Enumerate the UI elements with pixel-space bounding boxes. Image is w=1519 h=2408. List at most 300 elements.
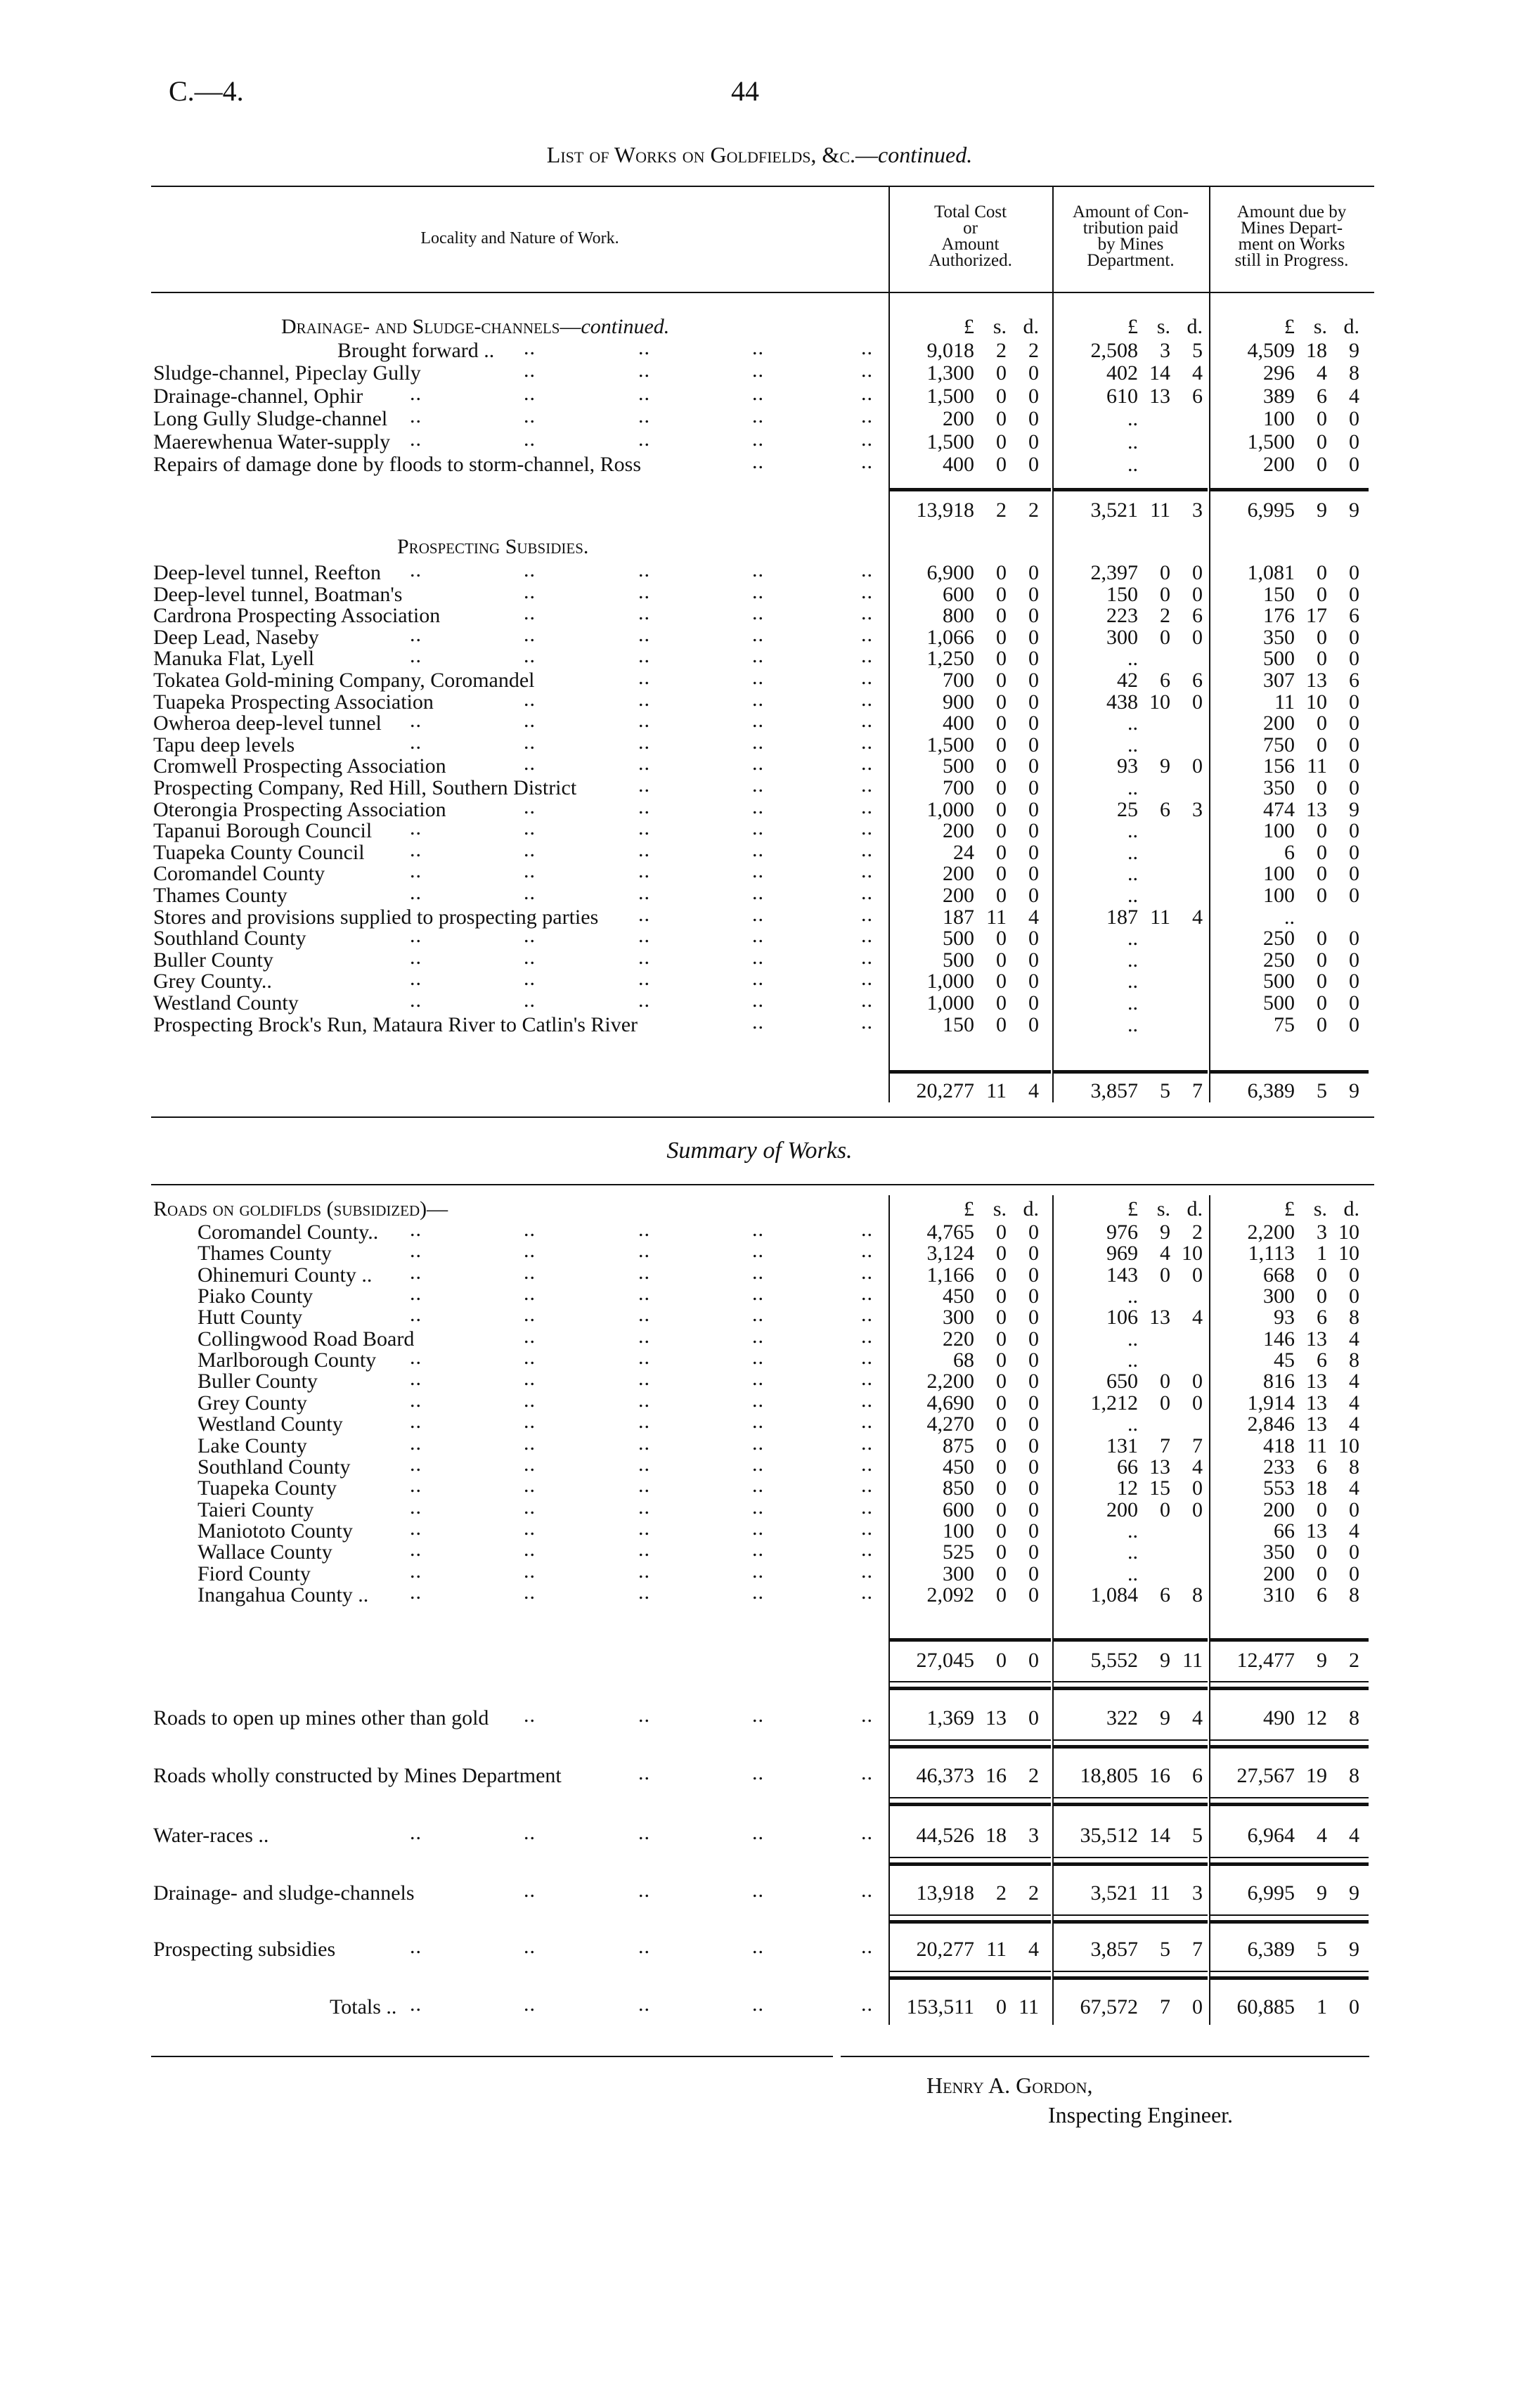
pence-value: 0 xyxy=(1028,582,1039,606)
dot-leader: .. xyxy=(861,730,873,754)
dot-leader: .. xyxy=(752,1538,764,1562)
pounds-value: 200 xyxy=(943,407,974,431)
currency-unit-label: d. xyxy=(1187,1197,1203,1221)
pence-value: 8 xyxy=(1349,1306,1359,1329)
pence-value: 0 xyxy=(1192,754,1203,778)
pounds-value: 153,511 xyxy=(906,1995,974,2019)
pence-value: 0 xyxy=(1028,733,1039,756)
total-rule xyxy=(1054,1745,1208,1749)
shillings-value: 7 xyxy=(1160,1995,1170,2019)
shillings-value: 19 xyxy=(1306,1764,1327,1787)
pence-value: 0 xyxy=(1192,1370,1203,1393)
header-line: tribution paid xyxy=(1082,219,1179,238)
row-label: Oterongia Prospecting Association xyxy=(153,797,446,821)
pounds-value: 2,200 xyxy=(926,1370,974,1393)
row-label: Grey County.. xyxy=(153,970,272,993)
pence-value: 0 xyxy=(1349,430,1359,453)
shillings-value: 0 xyxy=(996,862,1007,886)
empty-amount: .. xyxy=(1127,927,1138,951)
currency-unit-label: £ xyxy=(1284,1197,1295,1221)
dot-leader: .. xyxy=(638,1388,650,1412)
shillings-value: 0 xyxy=(1317,1562,1327,1585)
dot-leader: .. xyxy=(638,773,650,797)
shillings-value: 0 xyxy=(996,884,1007,907)
row-label: Long Gully Sludge-channel xyxy=(153,407,388,431)
pounds-value: 1,500 xyxy=(1247,430,1295,453)
heading-text: Drainage- and Sludge-channels— xyxy=(281,315,581,338)
total-rule-thin xyxy=(1210,1971,1369,1972)
dot-leader: .. xyxy=(410,558,422,581)
pence-value: 0 xyxy=(1192,625,1203,649)
shillings-value: 9 xyxy=(1160,1221,1170,1244)
shillings-value: 0 xyxy=(996,1476,1007,1500)
dot-leader: .. xyxy=(410,381,422,405)
pence-value: 0 xyxy=(1028,407,1039,431)
dot-leader: .. xyxy=(524,1516,536,1540)
pounds-value: 44,526 xyxy=(916,1824,974,1847)
shillings-value: 0 xyxy=(1160,1498,1170,1521)
empty-amount: .. xyxy=(1127,407,1138,431)
shillings-value: 13 xyxy=(1306,1370,1327,1393)
dot-leader: .. xyxy=(638,1303,650,1327)
dot-leader: .. xyxy=(524,1580,536,1604)
dot-leader: .. xyxy=(524,924,536,948)
pence-value: 7 xyxy=(1192,1938,1203,1961)
total-rule xyxy=(1210,1920,1369,1924)
shillings-value: 6 xyxy=(1317,384,1327,408)
pence-value: 7 xyxy=(1192,1079,1203,1102)
total-rule-thin xyxy=(1054,1857,1208,1858)
pence-value: 10 xyxy=(1338,1434,1359,1457)
title-main: List of Works on Goldfields, &c.— xyxy=(546,142,879,167)
shillings-value: 2 xyxy=(996,339,1007,362)
pounds-value: 1,369 xyxy=(926,1706,974,1730)
dot-leader: .. xyxy=(752,1704,764,1727)
dot-leader: .. xyxy=(861,1879,873,1902)
pence-value: 8 xyxy=(1349,1348,1359,1372)
pounds-value: 307 xyxy=(1263,669,1295,692)
pounds-value: 1,500 xyxy=(926,384,974,408)
pounds-value: 3,857 xyxy=(1090,1079,1138,1102)
pounds-value: 12 xyxy=(1117,1476,1138,1500)
dot-leader: .. xyxy=(752,1010,764,1034)
pounds-value: 389 xyxy=(1263,384,1295,408)
dot-leader: .. xyxy=(752,558,764,581)
currency-unit-label: d. xyxy=(1023,1197,1039,1221)
shillings-value: 5 xyxy=(1160,1938,1170,1961)
dot-leader: .. xyxy=(861,1821,873,1844)
shillings-value: 6 xyxy=(1317,1306,1327,1329)
pounds-value: 24 xyxy=(953,840,974,864)
dot-leader: .. xyxy=(861,773,873,797)
dot-leader: .. xyxy=(752,816,764,840)
pounds-value: 350 xyxy=(1263,625,1295,649)
dot-leader: .. xyxy=(410,1410,422,1434)
dot-leader: .. xyxy=(861,945,873,969)
dot-leader: .. xyxy=(410,989,422,1012)
row-label: Repairs of damage done by floods to storm-channel, Ross xyxy=(153,453,642,476)
currency-unit-label: s. xyxy=(993,1197,1007,1221)
dot-leader: .. xyxy=(638,967,650,991)
dot-leader: .. xyxy=(752,1559,764,1583)
pence-value: 0 xyxy=(1028,1348,1039,1372)
shillings-value: 0 xyxy=(996,582,1007,606)
shillings-value: 0 xyxy=(996,1306,1007,1329)
pounds-value: 350 xyxy=(1263,1540,1295,1564)
pence-value: 8 xyxy=(1349,361,1359,385)
dot-leader: .. xyxy=(410,1538,422,1562)
dot-leader: .. xyxy=(861,622,873,646)
total-rule-thin xyxy=(890,1681,1051,1682)
shillings-value: 0 xyxy=(1317,1540,1327,1564)
pence-value: 0 xyxy=(1028,1370,1039,1393)
shillings-value: 0 xyxy=(996,1412,1007,1436)
currency-unit-label: £ xyxy=(1284,315,1295,338)
empty-amount: .. xyxy=(1127,840,1138,864)
pence-value: 0 xyxy=(1028,862,1039,886)
shillings-value: 11 xyxy=(986,1938,1007,1961)
total-rule xyxy=(1054,1920,1208,1924)
dot-leader: .. xyxy=(524,1935,536,1958)
pence-value: 3 xyxy=(1028,1824,1039,1847)
pounds-value: 6,900 xyxy=(926,561,974,584)
pounds-value: 11 xyxy=(1274,690,1295,714)
shillings-value: 0 xyxy=(996,1995,1007,2019)
shillings-value: 0 xyxy=(1317,453,1327,476)
dot-leader: .. xyxy=(410,1367,422,1391)
pence-value: 0 xyxy=(1028,970,1039,993)
dot-leader: .. xyxy=(524,1431,536,1455)
total-rule xyxy=(1210,1687,1369,1690)
dot-leader: .. xyxy=(638,1431,650,1455)
pounds-value: 13,918 xyxy=(916,498,974,522)
row-label: Roads to open up mines other than gold xyxy=(153,1706,489,1730)
pounds-value: 500 xyxy=(1263,970,1295,993)
pounds-value: 150 xyxy=(943,1012,974,1036)
pence-value: 0 xyxy=(1349,712,1359,735)
shillings-value: 7 xyxy=(1160,1434,1170,1457)
pounds-value: 1,500 xyxy=(926,430,974,453)
row-label: Buller County xyxy=(153,948,273,972)
table-top-rule xyxy=(151,186,1374,187)
row-label: Coromandel County xyxy=(153,862,325,886)
shillings-value: 0 xyxy=(996,819,1007,843)
total-rule xyxy=(1210,1976,1369,1980)
pence-value: 0 xyxy=(1349,884,1359,907)
dot-leader: .. xyxy=(861,1704,873,1727)
header-line: Mines Depart- xyxy=(1240,219,1343,238)
pence-value: 8 xyxy=(1349,1455,1359,1479)
pounds-value: 250 xyxy=(1263,948,1295,972)
empty-amount: .. xyxy=(1127,733,1138,756)
shillings-value: 0 xyxy=(1317,884,1327,907)
dot-leader: .. xyxy=(752,773,764,797)
total-rule-thin xyxy=(1210,1914,1369,1916)
pounds-value: 18,805 xyxy=(1080,1764,1138,1787)
row-label: Drainage- and sludge-channels xyxy=(153,1881,415,1905)
bottom-rule-left xyxy=(151,2056,833,2057)
dot-leader: .. xyxy=(861,967,873,991)
pounds-value: 13,918 xyxy=(916,1881,974,1905)
shillings-value: 0 xyxy=(1317,407,1327,431)
dot-leader: .. xyxy=(638,1879,650,1902)
shillings-value: 13 xyxy=(1306,669,1327,692)
pounds-value: 438 xyxy=(1106,690,1138,714)
shillings-value: 13 xyxy=(1149,384,1170,408)
pence-value: 4 xyxy=(1028,905,1039,929)
shillings-value: 0 xyxy=(1160,582,1170,606)
pence-value: 9 xyxy=(1349,498,1359,522)
pence-value: 4 xyxy=(1192,361,1203,385)
dot-leader: .. xyxy=(410,1260,422,1284)
pence-value: 10 xyxy=(1338,1242,1359,1266)
dot-leader: .. xyxy=(638,601,650,625)
total-rule-thin xyxy=(890,1739,1051,1741)
pence-value: 0 xyxy=(1192,1498,1203,1521)
pence-value: 6 xyxy=(1192,669,1203,692)
shillings-value: 9 xyxy=(1160,754,1170,778)
dot-leader: .. xyxy=(752,359,764,382)
dot-leader: .. xyxy=(410,709,422,733)
empty-amount: .. xyxy=(1127,1412,1138,1436)
dot-leader: .. xyxy=(638,924,650,948)
row-label: Deep-level tunnel, Boatman's xyxy=(153,582,403,606)
row-label: Taieri County xyxy=(198,1498,314,1521)
dot-leader: .. xyxy=(861,989,873,1012)
pence-value: 0 xyxy=(1028,840,1039,864)
dot-leader: .. xyxy=(752,989,764,1012)
pounds-value: 500 xyxy=(943,927,974,951)
pence-value: 0 xyxy=(1192,690,1203,714)
dot-leader: .. xyxy=(861,1218,873,1241)
pence-value: 0 xyxy=(1349,582,1359,606)
shillings-value: 0 xyxy=(996,776,1007,799)
total-rule xyxy=(1210,1862,1369,1866)
pence-value: 8 xyxy=(1349,1583,1359,1607)
shillings-value: 1 xyxy=(1317,1995,1327,2019)
pence-value: 0 xyxy=(1349,1498,1359,1521)
row-label: Tuapeka County Council xyxy=(153,840,365,864)
dot-leader: .. xyxy=(861,1559,873,1583)
shillings-value: 3 xyxy=(1160,339,1170,362)
pounds-value: 200 xyxy=(1263,1498,1295,1521)
pounds-value: 525 xyxy=(943,1540,974,1564)
header-line: Amount xyxy=(941,235,1000,254)
pounds-value: 6,995 xyxy=(1247,1881,1295,1905)
dot-leader: .. xyxy=(752,1452,764,1476)
pounds-value: 976 xyxy=(1106,1221,1138,1244)
pounds-value: 187 xyxy=(943,905,974,929)
pounds-value: 20,277 xyxy=(916,1079,974,1102)
empty-amount: .. xyxy=(1127,1519,1138,1543)
pounds-value: 3,521 xyxy=(1090,1881,1138,1905)
pounds-value: 490 xyxy=(1263,1706,1295,1730)
pence-value: 0 xyxy=(1028,1649,1039,1672)
shillings-value: 5 xyxy=(1317,1079,1327,1102)
shillings-value: 9 xyxy=(1317,1881,1327,1905)
dot-leader: .. xyxy=(861,579,873,603)
total-rule-thin xyxy=(1210,1739,1369,1741)
dot-leader: .. xyxy=(524,336,536,359)
pence-value: 4 xyxy=(1349,1476,1359,1500)
pence-value: 0 xyxy=(1028,1562,1039,1585)
dot-leader: .. xyxy=(524,1538,536,1562)
shillings-value: 5 xyxy=(1317,1938,1327,1961)
dot-leader: .. xyxy=(861,666,873,689)
shillings-value: 18 xyxy=(1306,339,1327,362)
dot-leader: .. xyxy=(638,1495,650,1519)
pounds-value: 4,270 xyxy=(926,1412,974,1436)
shillings-value: 11 xyxy=(986,905,1007,929)
currency-unit-label: s. xyxy=(1156,1197,1170,1221)
shillings-value: 0 xyxy=(996,1391,1007,1415)
shillings-value: 0 xyxy=(1317,430,1327,453)
total-rule xyxy=(1210,1745,1369,1749)
row-label: Prospecting Company, Red Hill, Southern District xyxy=(153,776,577,799)
row-label: Westland County xyxy=(198,1412,343,1436)
shillings-value: 0 xyxy=(1317,970,1327,993)
dot-leader: .. xyxy=(410,1516,422,1540)
column-header-total-cost xyxy=(888,204,1052,269)
shillings-value: 0 xyxy=(996,970,1007,993)
shillings-value: 0 xyxy=(1317,1498,1327,1521)
pence-value: 9 xyxy=(1349,1881,1359,1905)
dot-leader: .. xyxy=(524,622,536,646)
shillings-value: 0 xyxy=(996,1649,1007,1672)
dot-leader: .. xyxy=(524,1303,536,1327)
pence-value: 5 xyxy=(1192,1824,1203,1847)
empty-amount: .. xyxy=(1127,647,1138,671)
pounds-value: 2,200 xyxy=(1247,1221,1295,1244)
pounds-value: 322 xyxy=(1106,1706,1138,1730)
dot-leader: .. xyxy=(752,1260,764,1284)
dot-leader: .. xyxy=(524,1282,536,1306)
pounds-value: 6,964 xyxy=(1247,1824,1295,1847)
pence-value: 2 xyxy=(1192,1221,1203,1244)
dot-leader: .. xyxy=(410,1495,422,1519)
pence-value: 2 xyxy=(1028,339,1039,362)
summary-title: Summary of Works. xyxy=(666,1138,853,1164)
pounds-value: 2,508 xyxy=(1090,339,1138,362)
shillings-value: 4 xyxy=(1317,1824,1327,1847)
shillings-value: 0 xyxy=(1317,776,1327,799)
dot-leader: .. xyxy=(410,1452,422,1476)
pounds-value: 850 xyxy=(943,1476,974,1500)
row-label: Brought forward .. xyxy=(337,339,495,362)
shillings-value: 0 xyxy=(996,1263,1007,1287)
total-rule-thin xyxy=(1054,1971,1208,1972)
shillings-value: 3 xyxy=(1317,1221,1327,1244)
shillings-value: 6 xyxy=(1317,1348,1327,1372)
currency-unit-label: s. xyxy=(1156,315,1170,338)
currency-unit-label: s. xyxy=(1313,1197,1327,1221)
pence-value: 9 xyxy=(1349,797,1359,821)
shillings-value: 0 xyxy=(996,430,1007,453)
shillings-value: 11 xyxy=(1307,1434,1327,1457)
shillings-value: 13 xyxy=(985,1706,1007,1730)
pounds-value: 200 xyxy=(1106,1498,1138,1521)
shillings-value: 0 xyxy=(996,712,1007,735)
dot-leader: .. xyxy=(638,579,650,603)
dot-leader: .. xyxy=(752,1821,764,1844)
pounds-value: 969 xyxy=(1106,1242,1138,1266)
pounds-value: 300 xyxy=(943,1562,974,1585)
pence-value: 5 xyxy=(1192,339,1203,362)
shillings-value: 13 xyxy=(1306,797,1327,821)
pounds-value: 100 xyxy=(1263,862,1295,886)
pence-value: 0 xyxy=(1028,384,1039,408)
pounds-value: 150 xyxy=(1106,582,1138,606)
shillings-value: 10 xyxy=(1306,690,1327,714)
dot-leader: .. xyxy=(638,1474,650,1498)
dot-leader: .. xyxy=(410,1474,422,1498)
row-label: Buller County xyxy=(198,1370,318,1393)
pounds-value: 45 xyxy=(1274,1348,1295,1372)
pounds-value: 500 xyxy=(943,948,974,972)
row-label: Grey County xyxy=(198,1391,307,1415)
shillings-value: 5 xyxy=(1160,1079,1170,1102)
pounds-value: 66 xyxy=(1274,1519,1295,1543)
dot-leader: .. xyxy=(524,967,536,991)
dot-leader: .. xyxy=(638,381,650,405)
shillings-value: 0 xyxy=(996,1348,1007,1372)
dot-leader: .. xyxy=(524,558,536,581)
shillings-value: 0 xyxy=(996,733,1007,756)
pence-value: 0 xyxy=(1028,1221,1039,1244)
summary-top-rule xyxy=(151,1184,1374,1185)
dot-leader: .. xyxy=(638,816,650,840)
pence-value: 0 xyxy=(1028,1306,1039,1329)
pounds-value: 2,092 xyxy=(926,1583,974,1607)
dot-leader: .. xyxy=(638,1821,650,1844)
pence-value: 0 xyxy=(1349,927,1359,951)
dot-leader: .. xyxy=(861,1282,873,1306)
pence-value: 2 xyxy=(1028,1881,1039,1905)
total-rule-thin xyxy=(890,1797,1051,1798)
bottom-rule-right xyxy=(841,2056,1369,2057)
row-label: Thames County xyxy=(198,1242,332,1266)
dot-leader: .. xyxy=(524,427,536,451)
dot-leader: .. xyxy=(752,601,764,625)
dot-leader: .. xyxy=(638,752,650,775)
dot-leader: .. xyxy=(861,1580,873,1604)
dot-leader: .. xyxy=(410,404,422,428)
empty-amount: .. xyxy=(1127,819,1138,843)
dot-leader: .. xyxy=(861,1495,873,1519)
dot-leader: .. xyxy=(752,837,764,861)
pounds-value: 100 xyxy=(1263,884,1295,907)
dot-leader: .. xyxy=(524,1388,536,1412)
pence-value: 0 xyxy=(1028,1519,1039,1543)
dot-leader: .. xyxy=(410,644,422,668)
shillings-value: 16 xyxy=(1149,1764,1170,1787)
shillings-value: 6 xyxy=(1160,669,1170,692)
shillings-value: 0 xyxy=(996,754,1007,778)
shillings-value: 18 xyxy=(985,1824,1007,1847)
currency-unit-label: £ xyxy=(964,315,974,338)
currency-unit-label: s. xyxy=(993,315,1007,338)
dot-leader: .. xyxy=(638,1410,650,1434)
dot-leader: .. xyxy=(861,381,873,405)
total-rule xyxy=(890,1638,1051,1642)
pounds-value: 1,000 xyxy=(926,991,974,1015)
pence-value: 0 xyxy=(1349,948,1359,972)
pounds-value: 296 xyxy=(1263,361,1295,385)
dot-leader: .. xyxy=(638,1346,650,1370)
pounds-value: 200 xyxy=(943,819,974,843)
total-rule-thin xyxy=(890,1914,1051,1916)
pounds-value: 200 xyxy=(1263,712,1295,735)
